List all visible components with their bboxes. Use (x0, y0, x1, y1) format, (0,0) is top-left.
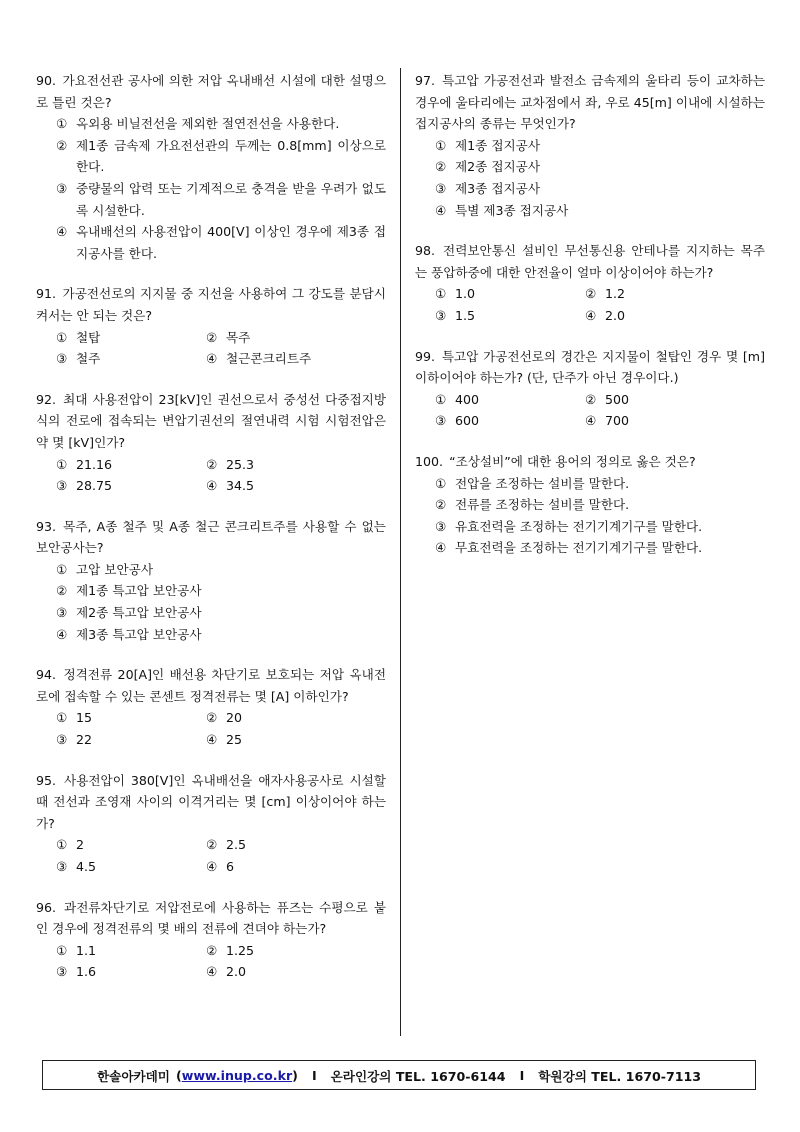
answer-options (36, 834, 386, 877)
question-99 (415, 346, 765, 432)
option-marker: ② (206, 837, 218, 853)
answer-option[interactable] (36, 135, 386, 178)
answer-option[interactable] (186, 348, 336, 370)
option-marker: ① (56, 942, 68, 958)
option-marker: ④ (206, 351, 218, 367)
answer-option[interactable] (36, 178, 386, 221)
option-text: 1.25 (226, 942, 255, 958)
footer-offline-tel: 학원강의 TEL. 1670-7113 (538, 1068, 702, 1084)
option-marker: ④ (585, 413, 597, 429)
option-text: 목주 (226, 329, 251, 345)
option-text: 25.3 (226, 456, 255, 472)
option-text: 유효전력을 조정하는 전기기계기구를 말한다. (455, 518, 703, 534)
answer-option[interactable] (186, 729, 336, 751)
option-text: 22 (76, 732, 93, 748)
answer-option[interactable] (36, 834, 186, 856)
option-text: 700 (605, 413, 630, 429)
question-text: 목주, A종 철주 및 A종 철근 콘크리트주를 사용할 수 없는 보안공사는? (36, 518, 386, 556)
option-marker: ④ (56, 626, 68, 642)
option-text: 4.5 (76, 859, 97, 874)
option-marker: ② (206, 942, 218, 958)
option-marker: ② (206, 710, 218, 726)
question-number: 92. (36, 391, 57, 407)
option-marker: ② (56, 137, 68, 153)
question-text: 가요전선관 공사에 의한 저압 옥내배선 시설에 대한 설명으로 틀린 것은? (36, 73, 386, 110)
option-marker: ① (435, 286, 447, 302)
option-marker: ③ (435, 307, 447, 323)
option-text: 무효전력을 조정하는 전기기계기구를 말한다. (455, 540, 703, 556)
answer-option[interactable] (36, 348, 186, 370)
option-marker: ① (56, 561, 68, 577)
option-text: 1.2 (605, 286, 626, 302)
answer-option[interactable] (186, 475, 336, 497)
option-marker: ② (206, 456, 218, 472)
answer-options (36, 113, 386, 264)
option-marker: ② (585, 286, 597, 302)
answer-options (36, 327, 386, 370)
question-stem (36, 516, 386, 559)
question-stem (36, 70, 386, 113)
option-marker: ④ (206, 859, 218, 874)
option-text: 제2종 특고압 보안공사 (76, 605, 202, 621)
left-column (36, 70, 386, 983)
option-text: 철근콘크리트주 (226, 351, 312, 367)
option-marker: ③ (56, 351, 68, 367)
question-94 (36, 664, 386, 750)
option-marker: ① (56, 329, 68, 345)
question-stem (36, 770, 386, 835)
answer-option[interactable] (415, 135, 765, 157)
answer-option[interactable] (36, 475, 186, 497)
question-text: 전력보안통신 설비인 무선통신용 안테나를 지지하는 목주는 풍압하중에 대한 안전율이 얼마 이상이어야 하는가? (415, 243, 765, 280)
option-text: 1.5 (455, 307, 476, 323)
question-stem (415, 451, 765, 473)
question-90 (36, 70, 386, 264)
answer-option[interactable] (36, 580, 386, 602)
answer-options (36, 559, 386, 645)
option-text: 제3종 특고압 보안공사 (76, 626, 202, 642)
answer-option[interactable] (415, 156, 765, 178)
question-text: 특고압 가공전선과 발전소 금속제의 울타리 등이 교차하는 경우에 울타리에는 교차점에서 좌, 우로 45[m] 이내에 시설하는 접지공사의 종류는 무엇인가? (415, 73, 765, 132)
answer-option[interactable] (415, 410, 565, 432)
option-marker: ① (56, 116, 68, 132)
answer-option[interactable] (186, 940, 336, 962)
answer-option[interactable] (186, 454, 336, 476)
question-stem (36, 283, 386, 326)
option-marker: ③ (56, 478, 68, 494)
option-text: 제2종 접지공사 (455, 159, 541, 175)
answer-options (415, 283, 765, 326)
option-marker: ② (435, 497, 447, 513)
option-marker: ③ (56, 964, 68, 980)
answer-option[interactable] (415, 473, 765, 495)
question-stem (36, 897, 386, 940)
answer-option[interactable] (186, 834, 336, 856)
option-text: 34.5 (226, 478, 255, 494)
option-text: 제1종 특고압 보안공사 (76, 583, 202, 599)
option-text: 제3종 접지공사 (455, 180, 541, 196)
answer-options (415, 389, 765, 432)
option-marker: ① (435, 137, 447, 153)
answer-option[interactable] (565, 389, 715, 411)
footer-box (42, 1060, 756, 1090)
option-text: 400 (455, 391, 480, 407)
option-marker: ① (56, 837, 68, 853)
option-marker: ④ (435, 202, 447, 218)
question-93 (36, 516, 386, 646)
option-marker: ③ (56, 180, 68, 196)
column-divider (400, 68, 401, 1036)
footer-link-wrap: (www.inup.co.kr) (175, 1067, 298, 1083)
option-marker: ② (56, 583, 68, 599)
question-96 (36, 897, 386, 983)
option-text: 전류를 조정하는 설비를 말한다. (455, 497, 630, 513)
answer-option[interactable] (415, 516, 765, 538)
option-marker: ④ (206, 478, 218, 494)
answer-option[interactable] (36, 707, 186, 729)
answer-option[interactable] (415, 305, 565, 327)
answer-option[interactable] (36, 221, 386, 264)
question-text: 최대 사용전압이 23[kV]인 권선으로서 중성선 다중접지방식의 전로에 접속되는 변압기권선의 절연내력 시험 시험전압은 약 몇 [kV]인가? (36, 391, 386, 450)
question-text: 가공전선로의 지지물 중 지선을 사용하여 그 강도를 분담시켜서는 안 되는 것은? (36, 286, 386, 323)
question-stem (36, 389, 386, 454)
footer-separator: I (311, 1067, 317, 1083)
option-text: 1.0 (455, 286, 476, 302)
answer-option[interactable] (415, 494, 765, 516)
option-marker: ③ (435, 180, 447, 196)
question-stem (415, 70, 765, 135)
option-text: 2.0 (226, 964, 247, 980)
option-marker: ② (206, 329, 218, 345)
question-92 (36, 389, 386, 497)
answer-option[interactable] (36, 602, 386, 624)
option-text: 6 (226, 859, 235, 874)
option-text: 15 (76, 710, 93, 726)
answer-option[interactable] (565, 410, 715, 432)
answer-option[interactable] (186, 856, 336, 878)
option-marker: ④ (206, 964, 218, 980)
answer-option[interactable] (565, 283, 715, 305)
question-text: 사용전압이 380[V]인 옥내배선을 애자사용공사로 시설할 때 전선과 조영재 사이의 이격거리는 몇 [cm] 이상이어야 하는가? (36, 772, 386, 831)
answer-option[interactable] (36, 940, 186, 962)
question-number: 96. (36, 899, 57, 915)
question-stem (415, 240, 765, 283)
answer-option[interactable] (565, 305, 715, 327)
option-marker: ③ (56, 859, 68, 874)
option-text: 2.5 (226, 837, 247, 853)
question-number: 97. (415, 73, 436, 88)
option-marker: ① (435, 391, 447, 407)
answer-option[interactable] (36, 729, 186, 751)
answer-option[interactable] (415, 200, 765, 222)
question-number: 91. (36, 286, 57, 302)
option-text: 2 (76, 837, 85, 853)
answer-option[interactable] (415, 283, 565, 305)
question-number: 99. (415, 348, 436, 364)
option-marker: ① (435, 475, 447, 491)
option-marker: ③ (56, 732, 68, 748)
answer-option[interactable] (36, 961, 186, 983)
option-text: 옥내배선의 사용전압이 400[V] 이상인 경우에 제3종 접지공사를 한다. (76, 224, 386, 261)
answer-options (415, 473, 765, 559)
option-text: 25 (226, 732, 243, 748)
option-text: 특별 제3종 접지공사 (455, 202, 569, 218)
answer-option[interactable] (36, 327, 186, 349)
option-text: 1.1 (76, 942, 97, 958)
question-97 (415, 70, 765, 221)
option-text: 전압을 조정하는 설비를 말한다. (455, 475, 630, 491)
question-number: 93. (36, 518, 57, 534)
answer-option[interactable] (36, 454, 186, 476)
answer-options (36, 940, 386, 983)
answer-options (36, 707, 386, 750)
option-text: 600 (455, 413, 480, 429)
answer-option[interactable] (186, 707, 336, 729)
option-text: 중량물의 압력 또는 기계적으로 충격을 받을 우려가 없도록 시설한다. (76, 180, 386, 218)
question-98 (415, 240, 765, 326)
footer-separator: I (519, 1067, 525, 1083)
answer-option[interactable] (36, 856, 186, 878)
question-number: 95. (36, 772, 57, 788)
option-marker: ② (435, 159, 447, 175)
option-marker: ④ (585, 307, 597, 323)
option-text: 철주 (76, 351, 101, 367)
option-text: 제1종 금속제 가요전선관의 두께는 0.8[mm] 이상으로 한다. (76, 137, 386, 175)
option-text: 제1종 접지공사 (455, 137, 541, 153)
answer-option[interactable] (186, 327, 336, 349)
answer-option[interactable] (36, 559, 386, 581)
answer-option[interactable] (36, 624, 386, 646)
question-text: “조상설비”에 대한 용어의 정의로 옳은 것은? (449, 453, 696, 469)
footer-website-link[interactable]: www.inup.co.kr (181, 1067, 293, 1083)
question-stem (36, 664, 386, 707)
option-marker: ② (585, 391, 597, 407)
answer-option[interactable] (415, 537, 765, 559)
right-column (415, 70, 765, 559)
option-marker: ④ (56, 224, 68, 240)
option-text: 28.75 (76, 478, 113, 494)
question-text: 특고압 가공전선로의 경간은 지지물이 철탑인 경우 몇 [m] 이하이어야 하는가? (단, 단주가 아닌 경우이다.) (415, 348, 765, 386)
option-text: 21.16 (76, 456, 113, 472)
answer-option[interactable] (186, 961, 336, 983)
question-number: 100. (415, 453, 444, 469)
option-marker: ③ (56, 605, 68, 621)
option-marker: ③ (435, 518, 447, 534)
option-marker: ③ (435, 413, 447, 429)
option-text: 500 (605, 391, 630, 407)
question-100 (415, 451, 765, 559)
option-text: 20 (226, 710, 243, 726)
answer-option[interactable] (415, 178, 765, 200)
answer-options (415, 135, 765, 221)
option-marker: ① (56, 456, 68, 472)
option-marker: ④ (206, 732, 218, 748)
question-stem (415, 346, 765, 389)
footer-academy: 한솔아카데미 (96, 1068, 170, 1084)
question-91 (36, 283, 386, 369)
option-text: 1.6 (76, 964, 97, 980)
option-marker: ④ (435, 540, 447, 556)
option-text: 2.0 (605, 307, 626, 323)
answer-options (36, 454, 386, 497)
answer-option[interactable] (415, 389, 565, 411)
question-text: 정격전류 20[A]인 배선용 차단기로 보호되는 저압 옥내전로에 접속할 수 있는 콘센트 정격전류는 몇 [A] 이하인가? (36, 667, 386, 704)
option-text: 고압 보안공사 (76, 561, 153, 577)
footer-online-tel: 온라인강의 TEL. 1670-6144 (330, 1068, 506, 1084)
question-text: 과전류차단기로 저압전로에 사용하는 퓨즈는 수평으로 붙인 경우에 정격전류의 몇 배의 전류에 견뎌야 하는가? (36, 899, 386, 937)
question-number: 98. (415, 243, 436, 259)
answer-option[interactable] (36, 113, 386, 135)
question-number: 94. (36, 667, 57, 683)
option-text: 철탑 (76, 329, 101, 345)
option-text: 옥외용 비닐전선을 제외한 절연전선을 사용한다. (76, 116, 340, 132)
question-number: 90. (36, 73, 57, 88)
question-95 (36, 770, 386, 878)
option-marker: ① (56, 710, 68, 726)
